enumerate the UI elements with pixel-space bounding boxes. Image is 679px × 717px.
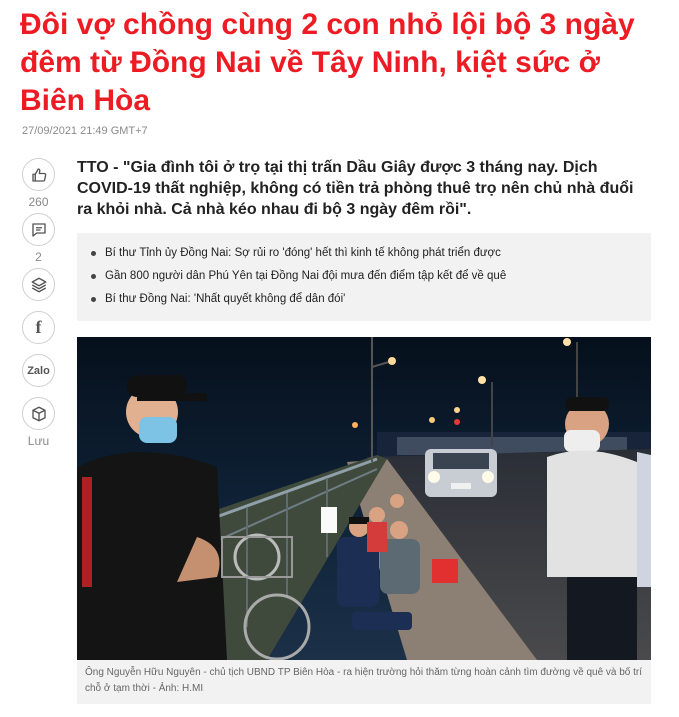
related-link-text[interactable]: Bí thư Tỉnh ủy Đồng Nai: Sợ rủi ro 'đóng' hết thì kinh tế không phát triển được bbox=[105, 247, 501, 259]
thumbs-up-icon bbox=[30, 166, 48, 184]
related-link-text[interactable]: Gần 800 người dân Phú Yên tại Đồng Nai đội mưa đến điểm tập kết để về quê bbox=[105, 270, 507, 282]
facebook-icon: f bbox=[35, 317, 42, 337]
photo-caption: Ông Nguyễn Hữu Nguyên - chủ tịch UBND TP Biên Hòa - ra hiện trường hỏi thăm từng hoàn cảnh tìm đường về quê và bố trí chỗ ở tạm thời - Ảnh: H.MI bbox=[77, 660, 651, 704]
publish-date: 27/09/2021 21:49 GMT+7 bbox=[22, 125, 148, 137]
social-sidebar bbox=[22, 158, 55, 452]
layers-icon bbox=[30, 276, 48, 294]
zalo-icon: Zalo bbox=[27, 364, 50, 377]
related-link[interactable] bbox=[91, 242, 651, 265]
like-button[interactable] bbox=[22, 158, 55, 191]
related-link[interactable] bbox=[91, 288, 651, 311]
facebook-share-button[interactable] bbox=[22, 311, 55, 344]
bullet-icon bbox=[91, 297, 96, 302]
save-button[interactable] bbox=[22, 397, 55, 430]
related-link-text[interactable]: Bí thư Đồng Nai: 'Nhất quyết không để dân đói' bbox=[105, 293, 346, 305]
share-layers-button[interactable] bbox=[22, 268, 55, 301]
comment-count: 2 bbox=[35, 250, 42, 264]
bullet-icon bbox=[91, 274, 96, 279]
article-title: Đôi vợ chồng cùng 2 con nhỏ lội bộ 3 ngày đêm từ Đồng Nai về Tây Ninh, kiệt sức ở Biên Hòa bbox=[20, 8, 635, 117]
article-photo[interactable] bbox=[77, 337, 651, 660]
like-count: 260 bbox=[28, 195, 49, 209]
related-link[interactable] bbox=[91, 265, 651, 288]
zalo-share-button[interactable] bbox=[22, 354, 55, 387]
night-bridge-scene bbox=[77, 337, 651, 660]
article-sapo: TTO - "Gia đình tôi ở trọ tại thị trấn Dầu Giây được 3 tháng nay. Dịch COVID-19 thất nghiệp, không có tiền trả phòng thuê trọ nên chủ nhà đuổi ra khỏi nhà. Cả nhà kéo nhau đi bộ 3 ngày đêm rồi". bbox=[77, 159, 634, 218]
save-label: Lưu bbox=[27, 434, 50, 448]
comment-button[interactable] bbox=[22, 213, 55, 246]
save-box-icon bbox=[30, 405, 48, 423]
bullet-icon bbox=[91, 251, 96, 256]
comment-icon bbox=[30, 221, 48, 239]
related-articles-box bbox=[77, 233, 651, 321]
